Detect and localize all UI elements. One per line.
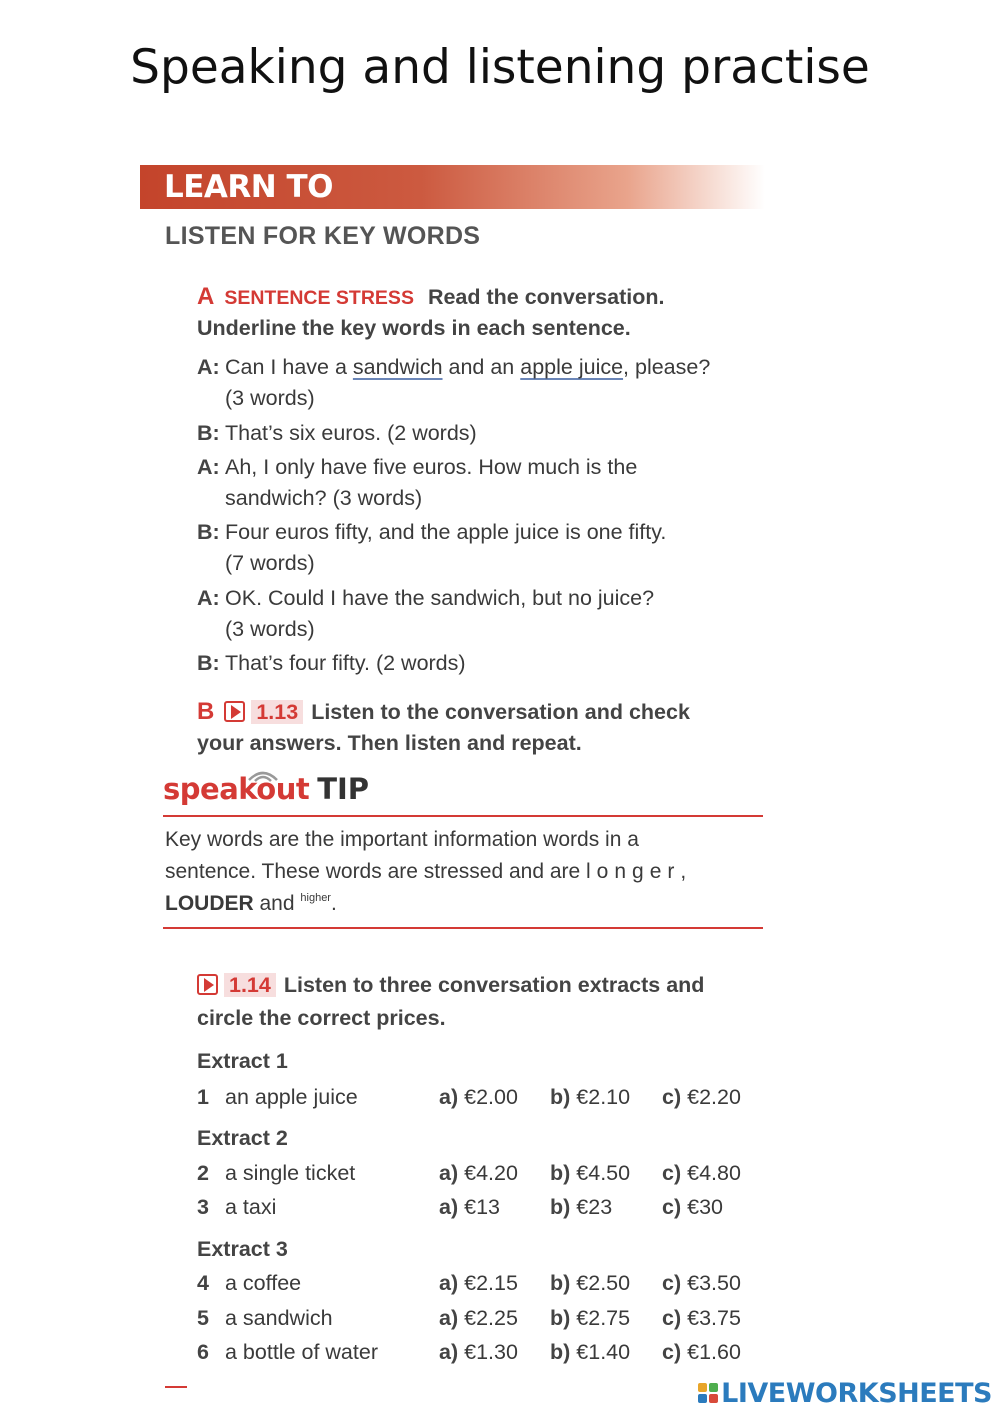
question-number: 1 xyxy=(197,1085,209,1109)
option-c[interactable]: c) €3.50 xyxy=(662,1271,741,1295)
speakout-brand: speakout xyxy=(163,772,310,806)
section-a-letter: A xyxy=(197,283,215,310)
question-item: a taxi xyxy=(225,1195,277,1219)
tip-text: . xyxy=(330,892,337,915)
question-item: a coffee xyxy=(225,1271,302,1295)
tip-longer-word: longer xyxy=(586,860,681,883)
dialogue-text: , please? xyxy=(623,355,711,379)
section-a-instruction-2: Underline the key words in each sentence. xyxy=(197,316,631,340)
tip-text: sentence. These words are stressed and are xyxy=(165,860,587,883)
section-b-header xyxy=(197,698,690,726)
learn-to-banner xyxy=(140,165,765,209)
page-title: Speaking and listening practise xyxy=(130,40,870,95)
tip-louder-word: LOUDER xyxy=(165,892,254,915)
dialogue-word-count: (3 words) xyxy=(225,617,315,641)
question-number: 5 xyxy=(197,1306,209,1330)
key-word-apple-juice: apple juice xyxy=(520,355,624,379)
dialogue-text: That’s six euros. (2 words) xyxy=(225,421,477,445)
option-c[interactable]: c) €2.20 xyxy=(662,1085,741,1109)
speakout-tip-heading xyxy=(163,772,369,806)
section-b-instruction-1: Listen to the conversation and check xyxy=(311,700,690,724)
dialogue-line xyxy=(197,651,466,676)
section-subheading: LISTEN FOR KEY WORDS xyxy=(165,222,481,250)
option-a[interactable]: a) €2.25 xyxy=(439,1306,518,1330)
play-audio-icon[interactable] xyxy=(224,701,245,722)
tip-line-3 xyxy=(165,892,337,916)
dialogue-line xyxy=(197,586,654,611)
play-audio-icon[interactable] xyxy=(197,974,218,995)
section-a-header xyxy=(197,283,665,311)
audio-track-number: 1.14 xyxy=(224,973,276,997)
question-number: 4 xyxy=(197,1271,209,1295)
tip-text: , xyxy=(680,860,687,883)
option-c[interactable]: c) €1.60 xyxy=(662,1340,741,1364)
question-item: a bottle of water xyxy=(225,1340,378,1364)
option-b[interactable]: b) €4.50 xyxy=(550,1161,631,1185)
option-a[interactable]: a) €2.00 xyxy=(439,1085,518,1109)
dialogue-line xyxy=(197,355,710,380)
speaker-label: B: xyxy=(197,520,220,544)
dialogue-text: Four euros fifty, and the apple juice is one fifty. xyxy=(225,520,667,544)
tip-higher-word: higher xyxy=(300,892,331,904)
dialogue-text: and an xyxy=(442,355,521,379)
extract-1-heading: Extract 1 xyxy=(197,1049,288,1073)
question-number: 6 xyxy=(197,1340,209,1364)
option-c[interactable]: c) €30 xyxy=(662,1195,723,1219)
tip-bottom-divider xyxy=(163,927,763,929)
section-b-instruction-2: your answers. Then listen and repeat. xyxy=(197,731,582,755)
section-b-letter: B xyxy=(197,698,215,725)
dialogue-word-count: sandwich? (3 words) xyxy=(225,486,423,510)
question-item: an apple juice xyxy=(225,1085,358,1109)
extract-2-heading: Extract 2 xyxy=(197,1126,288,1150)
tip-line-1: Key words are the important information words in a xyxy=(165,828,639,851)
dialogue-text: OK. Could I have the sandwich, but no juice? xyxy=(225,586,655,610)
tip-top-divider xyxy=(163,815,763,817)
option-b[interactable]: b) €1.40 xyxy=(550,1340,631,1364)
dialogue-text: Can I have a xyxy=(225,355,353,379)
tip-label: TIP xyxy=(317,772,370,806)
speaker-label: B: xyxy=(197,651,220,675)
question-number: 2 xyxy=(197,1161,209,1185)
liveworksheets-text: LIVEWORKSHEETS xyxy=(721,1378,992,1409)
option-a[interactable]: a) €1.30 xyxy=(439,1340,518,1364)
option-a[interactable]: a) €13 xyxy=(439,1195,500,1219)
speaker-label: A: xyxy=(197,455,220,479)
dialogue-line xyxy=(197,520,666,545)
dialogue-text: That’s four fifty. (2 words) xyxy=(225,651,466,675)
key-word-sandwich: sandwich xyxy=(352,355,443,379)
section-a-instruction-1: Read the conversation. xyxy=(427,285,665,309)
speaker-label: A: xyxy=(197,355,220,379)
question-number: 3 xyxy=(197,1195,209,1219)
option-b[interactable]: b) €2.75 xyxy=(550,1306,631,1330)
option-b[interactable]: b) €2.10 xyxy=(550,1085,631,1109)
option-b[interactable]: b) €23 xyxy=(550,1195,613,1219)
dialogue-line xyxy=(197,455,637,480)
section-c-instruction-2: circle the correct prices. xyxy=(197,1006,446,1030)
option-c[interactable]: c) €4.80 xyxy=(662,1161,741,1185)
option-c[interactable]: c) €3.75 xyxy=(662,1306,741,1330)
liveworksheets-icon xyxy=(698,1383,718,1403)
question-item: a single ticket xyxy=(225,1161,356,1185)
option-a[interactable]: a) €2.15 xyxy=(439,1271,518,1295)
banner-title: LEARN TO xyxy=(164,169,334,205)
dialogue-text: Ah, I only have five euros. How much is the xyxy=(225,455,638,479)
footer-dash xyxy=(165,1386,187,1388)
option-a[interactable]: a) €4.20 xyxy=(439,1161,518,1185)
extract-3-heading: Extract 3 xyxy=(197,1237,288,1261)
section-c-instruction-1: Listen to three conversation extracts and xyxy=(283,973,705,997)
option-b[interactable]: b) €2.50 xyxy=(550,1271,631,1295)
audio-track-number: 1.13 xyxy=(251,700,303,724)
speakout-signal-icon xyxy=(243,766,283,782)
dialogue-word-count: (7 words) xyxy=(225,551,315,575)
speaker-label: A: xyxy=(197,586,220,610)
speaker-label: B: xyxy=(197,421,220,445)
sentence-stress-label: SENTENCE STRESS xyxy=(224,287,414,309)
liveworksheets-logo[interactable] xyxy=(698,1378,992,1409)
tip-text: and xyxy=(253,892,301,915)
tip-line-2 xyxy=(165,860,686,884)
section-c-header xyxy=(197,973,704,998)
dialogue-word-count: (3 words) xyxy=(225,386,315,410)
question-item: a sandwich xyxy=(225,1306,333,1330)
dialogue-line xyxy=(197,421,477,446)
